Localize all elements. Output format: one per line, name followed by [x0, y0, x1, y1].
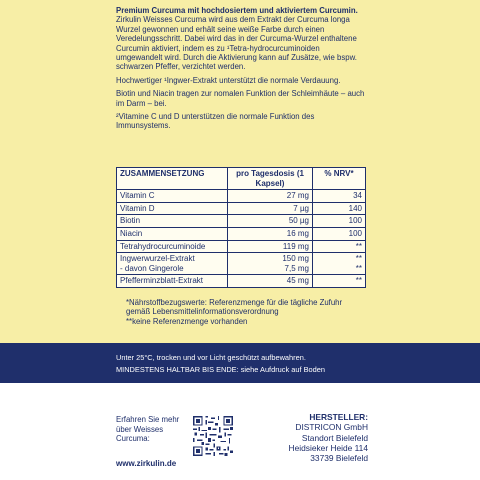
header-daily-dose: pro Tagesdosis (1 Kapsel) — [228, 168, 313, 190]
ginger-sub-amount: 7,5 mg — [284, 263, 309, 273]
table-row — [117, 240, 366, 253]
row-nrv: ** — [313, 275, 366, 288]
row-nrv: 34 — [313, 190, 366, 203]
best-before: MINDESTENS HALTBAR BIS ENDE: siehe Aufdruck auf Boden — [116, 365, 325, 374]
row-nrv: ** — [313, 240, 366, 253]
table-header-row — [117, 168, 366, 190]
learn-more-text: Erfahren Sie mehr über Weisses Curcuma: — [116, 415, 180, 444]
ginger-name: Ingwerwurzel-Extrakt — [120, 254, 195, 264]
row-name: Vitamin C — [117, 190, 228, 203]
storage-instructions: Unter 25°C, trocken und vor Licht geschützt aufbewahren. — [116, 353, 306, 362]
header-nrv: % NRV* — [313, 168, 366, 190]
row-amount: 7 µg — [228, 202, 313, 215]
ginger-nrv: ** — [355, 254, 362, 264]
row-nrv: 140 — [313, 202, 366, 215]
manufacturer-block — [240, 412, 368, 463]
header-composition: ZUSAMMENSETZUNG — [117, 168, 228, 190]
manufacturer-city: 33739 Bielefeld — [310, 453, 368, 464]
row-amount: 27 mg — [228, 190, 313, 203]
row-amount: 16 mg — [228, 227, 313, 240]
intro-para-2: Hochwertiger ¹Ingwer-Extrakt unterstützt die normale Verdauung. — [116, 75, 341, 85]
table-row — [117, 190, 366, 203]
row-nrv: 100 — [313, 227, 366, 240]
row-name: Vitamin D — [117, 202, 228, 215]
storage-text — [116, 352, 376, 376]
manufacturer-street: Heidsieker Heide 114 — [288, 442, 368, 453]
row-name: Biotin — [117, 215, 228, 228]
manufacturer-heading: HERSTELLER: — [309, 412, 368, 422]
row-name — [117, 253, 228, 275]
footnote-nrv: *Nährstoffbezugswerte: Referenzmenge für die tägliche Zufuhr gemäß Lebensmittelinformationsverordnung — [126, 298, 343, 317]
intro-text — [116, 6, 366, 135]
ginger-sub-nrv: ** — [355, 263, 362, 273]
table-row — [117, 215, 366, 228]
table-row — [117, 227, 366, 240]
row-amount — [228, 253, 313, 275]
website-link[interactable]: www.zirkulin.de — [116, 459, 177, 468]
row-name: Pfefferminzblatt-Extrakt — [117, 275, 228, 288]
intro-para-1: Zirkulin Weisses Curcuma wird aus dem Extrakt der Curcuma longa Wurzel gewonnen und erhält seine weiße Farbe durch einen Veredelungsschritt. Dabei wird das in der Curcuma-Wurzel enthaltene Curcumin aktiviert, indem es zu ¹Tetra-hydrocurcuminoiden umgewandelt wird. Durch die Aktivierung kann auf Zusätze, wie bspw. schwarzen Pfeffer, verzichtet werden. — [116, 15, 357, 72]
intro-heading: Premium Curcuma mit hochdosiertem und aktiviertem Curcumin. — [116, 6, 358, 15]
table-row — [117, 202, 366, 215]
intro-para-3: Biotin und Niacin tragen zur nomalen Funktion der Schleimhäute – auch im Darm – bei. — [116, 89, 365, 108]
table-row — [117, 275, 366, 288]
row-name: Niacin — [117, 227, 228, 240]
row-name: Tetrahydrocurcuminoide — [117, 240, 228, 253]
row-nrv — [313, 253, 366, 275]
row-nrv: 100 — [313, 215, 366, 228]
footnote-no-reference: **keine Referenzmenge vorhanden — [126, 316, 248, 326]
manufacturer-site: Standort Bielefeld — [301, 432, 368, 443]
row-amount: 45 mg — [228, 275, 313, 288]
table-row-ginger — [117, 253, 366, 275]
ginger-amount: 150 mg — [282, 254, 309, 264]
ginger-sub-name: - davon Gingerole — [120, 263, 184, 273]
nutrition-table — [116, 167, 366, 288]
row-amount: 50 µg — [228, 215, 313, 228]
row-amount: 119 mg — [228, 240, 313, 253]
qr-code-icon[interactable] — [193, 416, 233, 456]
manufacturer-name: DISTRICON GmbH — [295, 422, 368, 433]
footnotes — [116, 298, 366, 326]
intro-para-4: ²Vitamine C und D unterstützen die normale Funktion des Immunsystems. — [116, 112, 315, 131]
